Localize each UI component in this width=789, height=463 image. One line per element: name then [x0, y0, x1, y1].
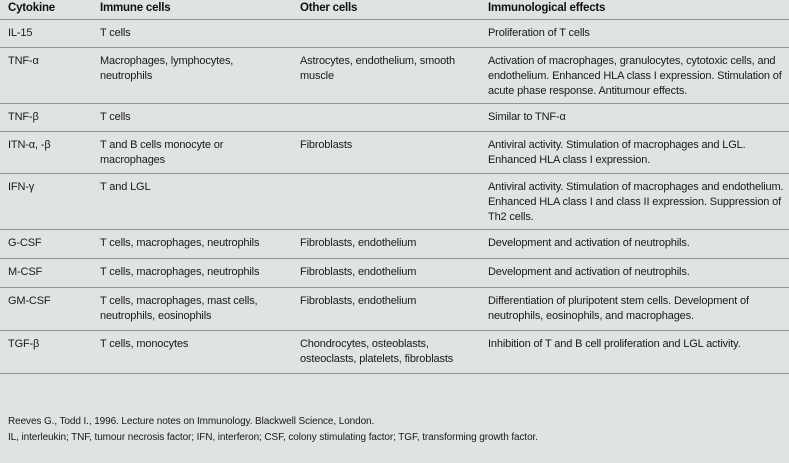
cell-cytokine: TGF-β — [0, 331, 92, 374]
header-other-cells: Other cells — [292, 0, 480, 20]
header-effects: Immunological effects — [480, 0, 789, 20]
table-row — [0, 259, 789, 288]
table-row — [0, 104, 789, 132]
cell-effects: Antiviral activity. Stimulation of macrophages and LGL. Enhanced HLA class I expression. — [480, 132, 789, 174]
table-row — [0, 230, 789, 259]
cell-effects: Antiviral activity. Stimulation of macrophages and endothelium. Enhanced HLA class I and class II expression. Suppression of Th2 cells. — [480, 174, 789, 230]
cell-other-cells — [292, 104, 480, 132]
cell-immune-cells: T and LGL — [92, 174, 292, 230]
cell-other-cells: Chondrocytes, osteoblasts, osteoclasts, platelets, fibroblasts — [292, 331, 480, 374]
cell-immune-cells: Macrophages, lymphocytes, neutrophils — [92, 48, 292, 104]
cell-other-cells: Fibroblasts — [292, 132, 480, 174]
cell-cytokine: TNF-β — [0, 104, 92, 132]
table-header — [0, 0, 789, 20]
cell-other-cells — [292, 174, 480, 230]
cell-effects: Similar to TNF-α — [480, 104, 789, 132]
table-row — [0, 288, 789, 331]
cell-cytokine: GM-CSF — [0, 288, 92, 331]
cell-effects: Development and activation of neutrophils. — [480, 259, 789, 288]
cell-effects: Proliferation of T cells — [480, 20, 789, 48]
cell-immune-cells: T cells — [92, 20, 292, 48]
abbreviations-text: IL, interleukin; TNF, tumour necrosis factor; IFN, interferon; CSF, colony stimulating factor; TGF, transforming growth factor. — [8, 432, 538, 443]
cell-effects: Inhibition of T and B cell proliferation and LGL activity. — [480, 331, 789, 374]
cell-effects: Activation of macrophages, granulocytes, cytotoxic cells, and endothelium. Enhanced HLA class I expression. Stimulation of acute phase response. Antitumour effects. — [480, 48, 789, 104]
cell-immune-cells: T cells, monocytes — [92, 331, 292, 374]
cell-cytokine: IL-15 — [0, 20, 92, 48]
cell-immune-cells: T cells, macrophages, neutrophils — [92, 259, 292, 288]
table-row — [0, 48, 789, 104]
cell-other-cells: Fibroblasts, endothelium — [292, 259, 480, 288]
cell-cytokine: IFN-γ — [0, 174, 92, 230]
table-row — [0, 132, 789, 174]
cell-cytokine: TNF-α — [0, 48, 92, 104]
cell-other-cells: Fibroblasts, endothelium — [292, 288, 480, 331]
citation-text: Reeves G., Todd I., 1996. Lecture notes on Immunology. Blackwell Science, London. — [8, 416, 375, 427]
header-cytokine: Cytokine — [0, 0, 92, 20]
header-immune-cells: Immune cells — [92, 0, 292, 20]
cell-immune-cells: T cells, macrophages, neutrophils — [92, 230, 292, 259]
cell-immune-cells: T cells, macrophages, mast cells, neutrophils, eosinophils — [92, 288, 292, 331]
cell-cytokine: M-CSF — [0, 259, 92, 288]
cell-other-cells: Astrocytes, endothelium, smooth muscle — [292, 48, 480, 104]
table-row — [0, 331, 789, 374]
cell-cytokine: ITN-α, -β — [0, 132, 92, 174]
cell-immune-cells: T cells — [92, 104, 292, 132]
cell-other-cells: Fibroblasts, endothelium — [292, 230, 480, 259]
cell-other-cells — [292, 20, 480, 48]
cell-effects: Differentiation of pluripotent stem cells. Development of neutrophils, eosinophils, and macrophages. — [480, 288, 789, 331]
cell-cytokine: G-CSF — [0, 230, 92, 259]
cell-effects: Development and activation of neutrophils. — [480, 230, 789, 259]
table-footnotes — [8, 414, 781, 446]
table-row — [0, 174, 789, 230]
table-body — [0, 20, 789, 374]
table-row — [0, 20, 789, 48]
cell-immune-cells: T and B cells monocyte or macrophages — [92, 132, 292, 174]
header-row — [0, 0, 789, 20]
